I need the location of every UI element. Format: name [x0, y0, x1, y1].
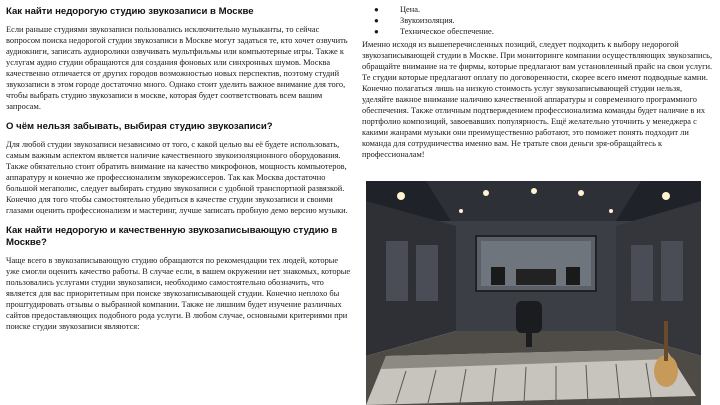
list-item-text: Звукоизоляция.: [400, 16, 455, 25]
article-right-column: [362, 4, 714, 160]
bullet-icon: ●: [374, 16, 379, 25]
bullet-icon: ●: [374, 5, 379, 14]
paragraph-requirements: Для любой студии звукозаписи независимо от того, с какой целью вы её будете использовать, самым важным аспектом является наличие качественного звукоизоляционного оборудования. Также обязательно стоит обратить внимание на качество микрофонов, мощность компьютеров, аппаратуру и конечно же профессионализм звукорежиссеров. Так как Москва достаточно большой мегаполис, следует выбирать студию звукозаписи с удобной транспортной развязкой. Конечно для того чтобы самостоятельно убедиться в качестве студии звукозаписи и своими глазами оценить профессионализм и мастеринг, лучше записать пробную демо версию музыки.: [6, 140, 348, 215]
list-item: [362, 26, 714, 37]
speaker: [566, 267, 580, 285]
article-left-column: [6, 4, 352, 332]
paragraph-recommendations: Чаще всего в звукозаписывающую студию обращаются по рекомендации тех людей, которые уже смогли оценить качество работы. В случае если, в вашем окружении нет знакомых, которые пользовались услугами студии звукозаписи, необходимо самостоятельно обозначить, что является для вас приоритетным при поиске звукозаписывающей студии. Конечно неплохо бы проштудировать отзывы о выбранной компании. Также не лишним будет изучение различных сайтов предоставляющих подобного рода услуги. В любом случае, основными критериями при поиске студии звукозаписи являются:: [6, 256, 351, 331]
left-wall: [366, 201, 456, 356]
list-item: [362, 15, 714, 26]
computer-monitor: [516, 269, 556, 285]
paragraph-intro: Если раньше студиями звукозаписи пользовались исключительно музыканты, то сейчас вопросом поиска недорогой студии звукозаписи в Москве могут задаться те, кто хочет озвучить аудиокниги, записать аудиоролики озвучивать мультфильмы или компьютерные игры. Также к услугам аудио студии обращаются для создания фоновых или синхронных шумов. Москва качественно отличается от других городов возможностью новых перспектив, поэтому студий звукозаписи в этом городе достаточно много. Однако стоит уделить важное внимание для того, чтобы выбрать студию звукозаписи в москве, которая будет соответствовать всем вашим запросам.: [6, 25, 348, 111]
studio-photo: [366, 181, 701, 405]
bullet-icon: ●: [374, 27, 379, 36]
heading-find-quality-studio: Как найти недорогую и качественную звукозаписывающую студию в Москве?: [6, 225, 338, 248]
list-item: [362, 4, 714, 15]
paragraph-conclusion: Именно исходя из вышеперечисленных позиций, следует подходить к выбору недорогой звукозаписывающей студии в Москве. При мониторинге компании осуществляющих звукозапись, обращайте внимание на те фирмы, которые предлагают вам установленный прайс на свои услуги. Те студии которые предлагают оплату по договоренности, скорее всего имеют подводные камни. Конечно полагаться лишь на низкую стоимость услуг звукозаписывающей студии нельзя, уделяйте важное внимание наличию качественной аппаратуры и современного программного обеспечения. Также отличным подтверждением профессионализма команды будет наличие в их портфолио композиций, завоевавших популярность. Ещё желательно уточнить у менеджера с какими жанрами музыки они преимущественно работают, это поможет понять подходит ли команда для сотрудничества именно вам. Не тратьте свои деньги зря-обращайтесь к профессионалам!: [362, 40, 713, 159]
criteria-list: [362, 4, 714, 37]
right-wall: [616, 201, 701, 356]
list-item-text: Цена.: [400, 5, 421, 14]
list-item-text: Техническое обеспечение.: [400, 27, 494, 36]
heading-find-cheap-studio: Как найти недорогую студию звукозаписи в Москве: [6, 6, 254, 17]
heading-what-not-to-forget: О чём нельзя забывать, выбирая студию звукозаписи?: [6, 121, 273, 132]
speaker: [491, 267, 505, 285]
